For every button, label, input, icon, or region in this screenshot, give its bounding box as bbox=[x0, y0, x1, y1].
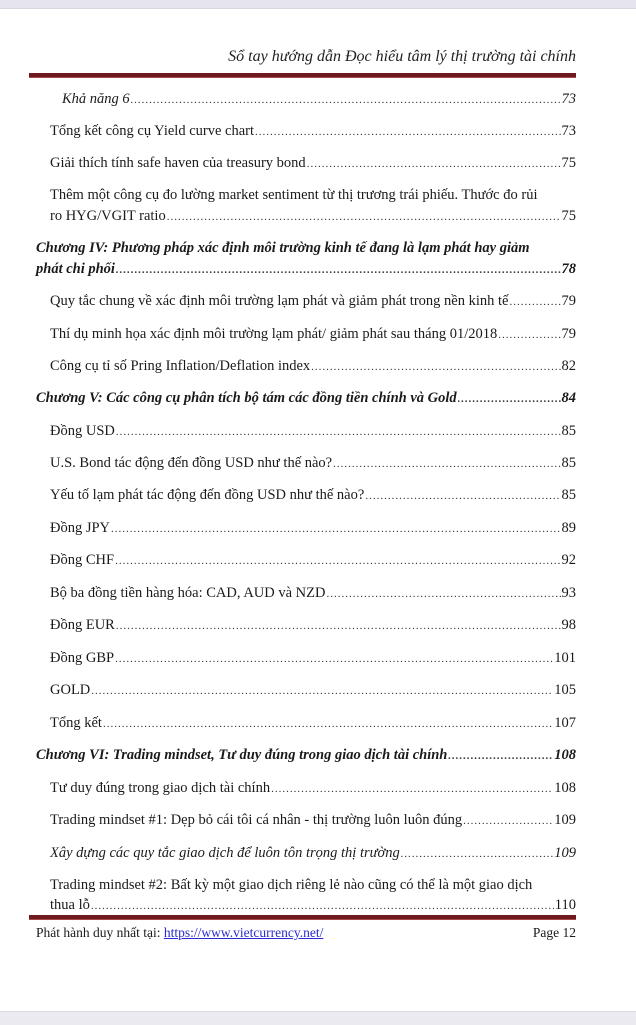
toc-entry-page: 110 bbox=[554, 897, 576, 913]
leader-dots bbox=[116, 616, 561, 636]
viewer-bottom-bar bbox=[0, 1011, 636, 1025]
toc-entry-title: Đồng GBP bbox=[50, 650, 115, 666]
footer-rule bbox=[29, 915, 576, 920]
toc-entry[interactable] bbox=[62, 89, 576, 110]
leader-dots bbox=[115, 649, 553, 669]
toc-entry-title: Xây dựng các quy tắc giao dịch để luôn tôn trọng thị trường bbox=[50, 845, 400, 861]
leader-dots bbox=[116, 422, 561, 442]
footer-link[interactable]: https://www.vietcurrency.net/ bbox=[163, 925, 324, 940]
chapter-entry[interactable] bbox=[36, 388, 576, 409]
toc-entry[interactable] bbox=[50, 895, 576, 916]
chapter-page: 84 bbox=[561, 390, 576, 406]
chapter-entry[interactable] bbox=[36, 259, 576, 280]
footer-label: Phát hành duy nhất tại: bbox=[36, 925, 161, 940]
toc-entry-page: 105 bbox=[554, 682, 576, 698]
toc-entry-title: Đồng EUR bbox=[50, 617, 115, 633]
toc-entry[interactable] bbox=[50, 453, 576, 474]
leader-dots bbox=[111, 519, 560, 539]
toc-entry-page: 92 bbox=[561, 552, 576, 568]
chapter-title-line1[interactable]: Chương IV: Phương pháp xác định môi trường kinh tế đang là lạm phát hay giảm bbox=[36, 240, 530, 256]
toc-entry-page: 93 bbox=[561, 585, 576, 601]
toc-entry-title-line1[interactable]: Trading mindset #2: Bất kỳ một giao dịch riêng lẻ nào cũng có thể là một giao dịch bbox=[50, 877, 533, 893]
toc-entry-title: Bộ ba đồng tiền hàng hóa: CAD, AUD và NZD bbox=[50, 585, 326, 601]
toc-entry[interactable] bbox=[50, 421, 576, 442]
toc-entry-page: 82 bbox=[561, 358, 576, 374]
toc-entry[interactable] bbox=[50, 615, 576, 636]
toc-entry[interactable] bbox=[50, 121, 576, 142]
leader-dots bbox=[463, 811, 553, 831]
toc-entry-page: 75 bbox=[561, 208, 576, 224]
leader-dots bbox=[401, 844, 553, 864]
leader-dots bbox=[115, 551, 560, 571]
chapter-title: Chương VI: Trading mindset, Tư duy đúng trong giao dịch tài chính bbox=[36, 747, 448, 763]
toc-entry-page: 73 bbox=[561, 123, 576, 139]
leader-dots bbox=[271, 779, 553, 799]
toc-entry-title: Tổng kết bbox=[50, 715, 102, 731]
toc-entry[interactable] bbox=[50, 550, 576, 571]
chapter-title-line2: phát chi phối bbox=[36, 261, 115, 277]
toc-entry-page: 109 bbox=[554, 845, 576, 861]
page-footer bbox=[36, 925, 576, 941]
leader-dots bbox=[103, 714, 553, 734]
toc-entry-page: 101 bbox=[554, 650, 576, 666]
leader-dots bbox=[131, 90, 561, 110]
toc-entry-page: 85 bbox=[561, 423, 576, 439]
leader-dots bbox=[498, 325, 560, 345]
leader-dots bbox=[448, 746, 553, 766]
toc-entry-page: 107 bbox=[554, 715, 576, 731]
leader-dots bbox=[509, 292, 560, 312]
toc-entry[interactable] bbox=[50, 583, 576, 604]
toc-entry-title: Yếu tố lạm phát tác động đến đồng USD như thế nào? bbox=[50, 487, 365, 503]
toc-entry[interactable] bbox=[50, 324, 576, 345]
toc-entry-page: 109 bbox=[554, 812, 576, 828]
toc-entry-page: 79 bbox=[561, 326, 576, 342]
toc-entry[interactable] bbox=[50, 356, 576, 377]
leader-dots bbox=[167, 207, 561, 227]
chapter-title: Chương V: Các công cụ phân tích bộ tám các đồng tiền chính và Gold bbox=[36, 390, 457, 406]
toc-entry[interactable] bbox=[50, 518, 576, 539]
toc-entry-title: Trading mindset #1: Dẹp bỏ cái tôi cá nhân - thị trường luôn luôn đúng bbox=[50, 812, 463, 828]
leader-dots bbox=[116, 260, 561, 280]
footer-publisher bbox=[36, 925, 323, 941]
leader-dots bbox=[91, 681, 553, 701]
toc-entry-title-line1[interactable]: Thêm một công cụ đo lường market sentiment từ thị trương trái phiếu. Thước đo rủi bbox=[50, 187, 538, 203]
toc-entry[interactable] bbox=[50, 713, 576, 734]
page-number: Page 12 bbox=[532, 925, 576, 940]
toc-entry-page: 73 bbox=[561, 91, 576, 107]
toc-entry-title: Đồng JPY bbox=[50, 520, 111, 536]
leader-dots bbox=[255, 122, 561, 142]
toc-entry-title: Tư duy đúng trong giao dịch tài chính bbox=[50, 780, 271, 796]
toc-entry-page: 85 bbox=[561, 487, 576, 503]
toc-entry-title: GOLD bbox=[50, 682, 91, 698]
toc-entry[interactable] bbox=[50, 843, 576, 864]
leader-dots bbox=[91, 896, 554, 916]
toc-entry-page: 75 bbox=[561, 155, 576, 171]
toc-entry-title: Công cụ tỉ số Pring Inflation/Deflation index bbox=[50, 358, 311, 374]
leader-dots bbox=[326, 584, 560, 604]
toc-entry[interactable] bbox=[50, 485, 576, 506]
viewer-top-bar bbox=[0, 0, 636, 9]
chapter-entry[interactable] bbox=[36, 745, 576, 766]
toc-entry-title: Đồng CHF bbox=[50, 552, 115, 568]
chapter-page: 78 bbox=[561, 261, 576, 277]
toc-entry-page: 98 bbox=[561, 617, 576, 633]
chapter-page: 108 bbox=[554, 747, 576, 763]
toc-entry[interactable] bbox=[50, 680, 576, 701]
toc-entry[interactable] bbox=[50, 153, 576, 174]
toc-entry[interactable] bbox=[50, 206, 576, 227]
leader-dots bbox=[333, 454, 560, 474]
toc-entry-title: Khả năng 6 bbox=[62, 91, 130, 107]
toc-entry-page: 89 bbox=[561, 520, 576, 536]
leader-dots bbox=[311, 357, 560, 377]
running-header: Sổ tay hướng dẫn Đọc hiểu tâm lý thị trường tài chính bbox=[228, 48, 576, 65]
toc-entry-page: 79 bbox=[561, 293, 576, 309]
toc-entry[interactable] bbox=[50, 291, 576, 312]
leader-dots bbox=[458, 389, 561, 409]
toc-entry[interactable] bbox=[50, 648, 576, 669]
toc-entry-title-line2: ro HYG/VGIT ratio bbox=[50, 208, 166, 224]
header-rule bbox=[29, 73, 576, 78]
leader-dots bbox=[365, 486, 560, 506]
toc-entry-title: Đồng USD bbox=[50, 423, 115, 439]
toc-entry-title: Giải thích tính safe haven của treasury bond bbox=[50, 155, 306, 171]
toc-entry-title-line2: thua lỗ bbox=[50, 897, 90, 913]
toc-entry-title: Thí dụ minh họa xác định môi trường lạm phát/ giảm phát sau tháng 01/2018 bbox=[50, 326, 498, 342]
toc-entry-title: Tổng kết công cụ Yield curve chart bbox=[50, 123, 254, 139]
toc-entry-title: Quy tắc chung về xác định môi trường lạm phát và giảm phát trong nền kinh tế bbox=[50, 293, 509, 309]
leader-dots bbox=[307, 154, 561, 174]
toc-entry-title: U.S. Bond tác động đến đồng USD như thế nào? bbox=[50, 455, 333, 471]
toc-entry-page: 85 bbox=[561, 455, 576, 471]
toc-entry[interactable] bbox=[50, 778, 576, 799]
toc-entry[interactable] bbox=[50, 810, 576, 831]
toc-entry-page: 108 bbox=[554, 780, 576, 796]
